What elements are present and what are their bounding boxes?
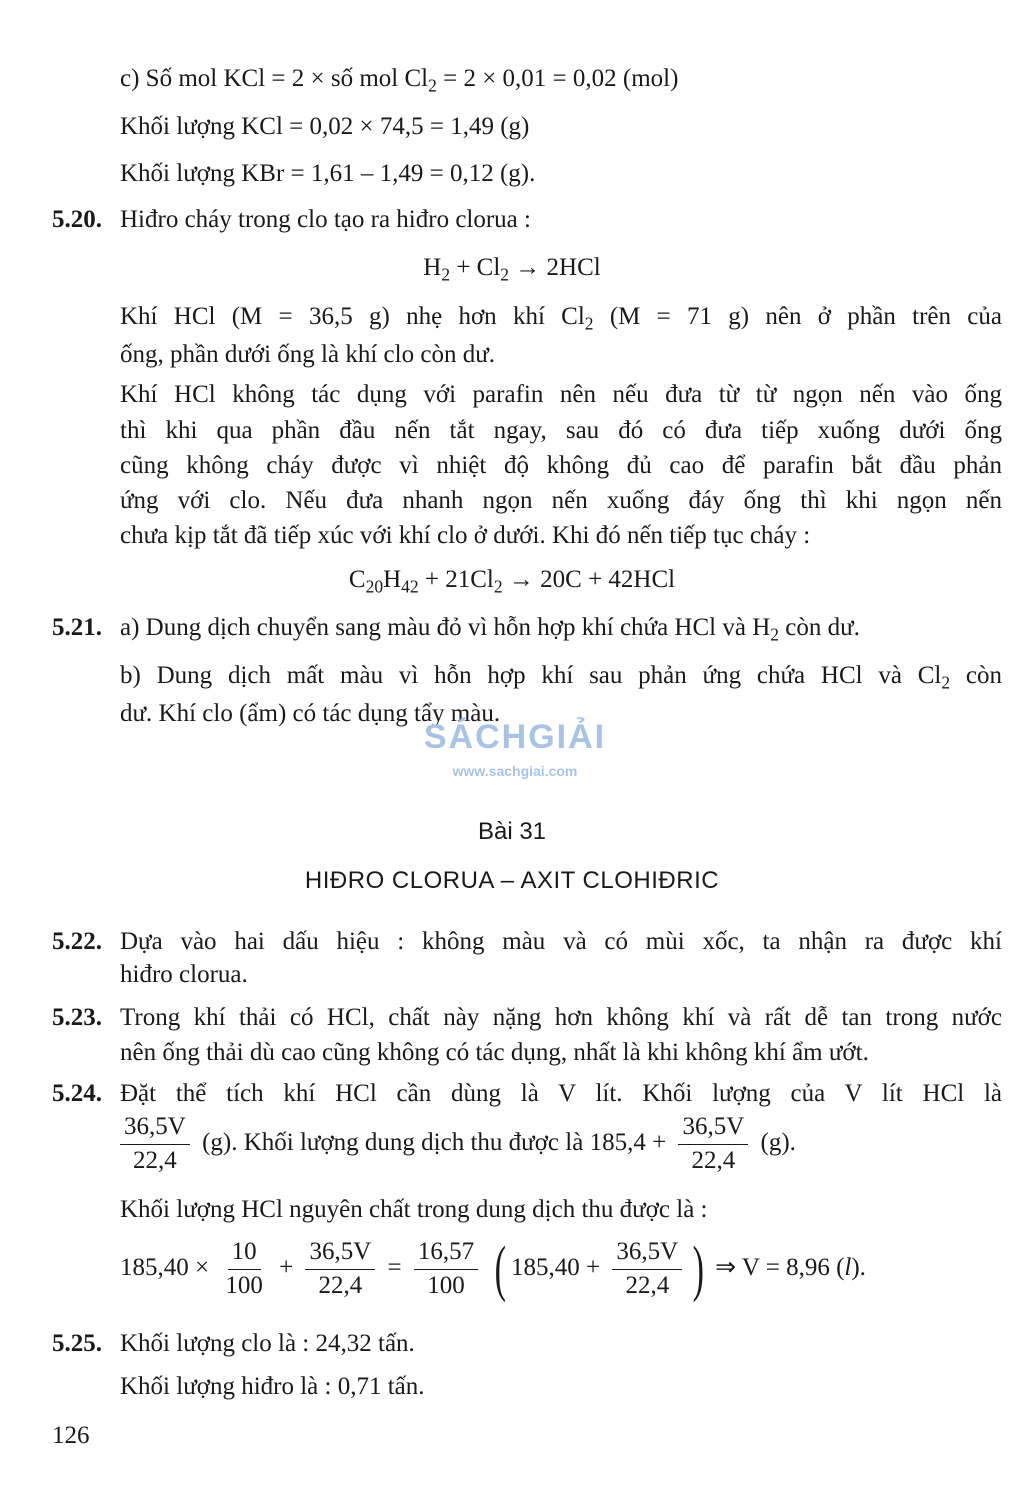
watermark-url: www.sachgiai.com: [452, 763, 578, 779]
exercise-5-20-intro: Hiđro cháy trong clo tạo ra hiđro clorua :: [120, 206, 531, 233]
text: còn: [950, 662, 1002, 689]
exercise-number-5-23: 5.23.: [52, 1004, 102, 1031]
lesson-heading: HIĐRO CLORUA – AXIT CLOHIĐRIC: [304, 867, 720, 894]
fraction: [120, 1113, 190, 1176]
equation-hcl-volume: [120, 1235, 866, 1304]
watermark: [410, 718, 620, 779]
subscript: 20: [365, 576, 384, 597]
text: 185,40 ×: [120, 1253, 210, 1281]
text: → 20C + 42HCl: [502, 566, 676, 593]
exercise-5-22: Dựa vào hai dấu hiệu : không màu và có mùi xốc, ta nhận ra được khí: [120, 928, 1002, 955]
exercise-5-23-cont: nên ống thải dù cao cũng không có tác dụng, nhất là khi không khí ẩm ướt.: [120, 1039, 869, 1066]
subscript: 2: [441, 264, 451, 285]
paragraph-line: thì khi qua phần đầu nến tắt ngay, sau đó có đưa tiếp xuống dưới ống: [120, 417, 1002, 444]
exercise-5-25-a: Khối lượng clo là : 24,32 tấn.: [120, 1330, 415, 1357]
text: (g).: [760, 1128, 796, 1156]
text: Khí HCl (M = 36,5 g) nhẹ hơn khí Cl: [120, 303, 585, 330]
subscript: 2: [428, 75, 437, 96]
subscript: 2: [770, 624, 780, 645]
text: a) Dung dịch chuyển sang màu đỏ vì hỗn hợp khí chứa HCl và H: [120, 614, 771, 641]
numerator: 36,5V: [612, 1238, 682, 1270]
paragraph-line: Khí HCl không tác dụng với parafin nên nếu đưa từ từ ngọn nến vào ống: [120, 381, 1002, 408]
text: H: [383, 566, 402, 593]
fraction: [221, 1238, 267, 1301]
denominator: 100: [225, 1271, 263, 1299]
fraction: [678, 1113, 748, 1176]
line-kcl-mass: Khối lượng KCl = 0,02 × 74,5 = 1,49 (g): [120, 113, 530, 140]
numerator: 10: [228, 1238, 261, 1270]
equation-paraffin: [0, 563, 1024, 597]
exercise-5-22-cont: hiđro clorua.: [120, 961, 248, 988]
exercise-5-24-text: Khối lượng HCl nguyên chất trong dung dịch thu được là :: [120, 1196, 708, 1223]
paragraph-line: ứng với clo. Nếu đưa nhanh ngọn nến xuống đáy ống thì khi ngọn nến: [120, 487, 1002, 514]
text: còn dư.: [779, 614, 860, 641]
exercise-number-5-25: 5.25.: [52, 1330, 102, 1357]
text: C: [348, 566, 366, 593]
exercise-number-5-20: 5.20.: [52, 206, 102, 233]
text: =: [387, 1253, 402, 1281]
exercise-5-23: Trong khí thải có HCl, chất này nặng hơn không khí và rất dễ tan trong nước: [120, 1004, 1002, 1031]
exercise-5-24: Đặt thể tích khí HCl cần dùng là V lít. Khối lượng của V lít HCl là: [120, 1080, 1002, 1107]
right-paren: ): [692, 1235, 705, 1304]
text: +: [279, 1253, 294, 1281]
page-number: 126: [52, 1422, 90, 1449]
paragraph-line: cũng không cháy được vì nhiệt độ không đủ cao để parafin bắt đầu phản: [120, 452, 1002, 479]
text: (M = 71 g) nên ở phần trên của: [593, 303, 1002, 330]
subscript: 2: [493, 576, 503, 597]
fraction: [414, 1238, 478, 1301]
text: 185,40 +: [511, 1253, 601, 1281]
denominator: 22,4: [318, 1271, 363, 1299]
text: l: [844, 1253, 852, 1281]
exercise-5-24-fraction-line: [114, 1113, 796, 1176]
text: → 2HCl: [509, 254, 601, 281]
exercise-5-21-b: [120, 659, 1002, 693]
fraction: [612, 1238, 682, 1301]
paragraph-line: [120, 300, 1002, 334]
numerator: 36,5V: [678, 1113, 748, 1145]
text: + 21Cl: [418, 566, 494, 593]
left-paren: (: [495, 1235, 507, 1304]
denominator: 22,4: [691, 1146, 736, 1174]
text: (g). Khối lượng dung dịch thu được là 185,4 +: [202, 1128, 667, 1156]
paragraph-line: chưa kịp tắt đã tiếp xúc với khí clo ở dưới. Khi đó nến tiếp tục cháy :: [120, 522, 811, 549]
exercise-5-21-b-cont: dư. Khí clo (ẩm) có tác dụng tẩy màu.: [120, 700, 501, 727]
fraction: [305, 1238, 375, 1301]
numerator: 36,5V: [120, 1113, 190, 1145]
denominator: 22,4: [133, 1146, 177, 1174]
text: + Cl: [450, 254, 501, 281]
numerator: 16,57: [414, 1238, 478, 1270]
line-kbr-mass: Khối lượng KBr = 1,61 – 1,49 = 0,12 (g).: [120, 160, 536, 187]
exercise-5-25-b: Khối lượng hiđro là : 0,71 tấn.: [120, 1373, 425, 1400]
exercise-number-5-22: 5.22.: [52, 928, 102, 955]
text: = 2 × 0,01 = 0,02 (mol): [436, 65, 679, 92]
watermark-logo: SÁCHGIẢI: [423, 718, 607, 756]
subscript: 2: [500, 264, 510, 285]
exercise-5-21-a: [120, 611, 860, 645]
lesson-number: Bài 31: [477, 818, 547, 845]
text: c) Số mol KCl = 2 × số mol Cl: [120, 65, 429, 92]
denominator: 100: [427, 1271, 465, 1299]
text: ).: [851, 1253, 866, 1281]
text: b) Dung dịch mất màu vì hỗn hợp khí sau phản ứng chứa HCl và Cl: [120, 662, 942, 689]
text: ⇒ V = 8,96 (: [715, 1253, 845, 1281]
subscript: 2: [941, 672, 951, 693]
line-kcl-mol: [120, 62, 678, 96]
exercise-number-5-24: 5.24.: [52, 1080, 102, 1107]
numerator: 36,5V: [305, 1238, 375, 1270]
subscript: 2: [584, 313, 594, 334]
paragraph-line: ống, phần dưới ống là khí clo còn dư.: [120, 341, 495, 368]
text: H: [423, 254, 442, 281]
denominator: 22,4: [625, 1271, 670, 1299]
equation-h2-cl2: [0, 251, 1024, 285]
exercise-number-5-21: 5.21.: [52, 614, 102, 641]
subscript: 42: [401, 576, 419, 597]
